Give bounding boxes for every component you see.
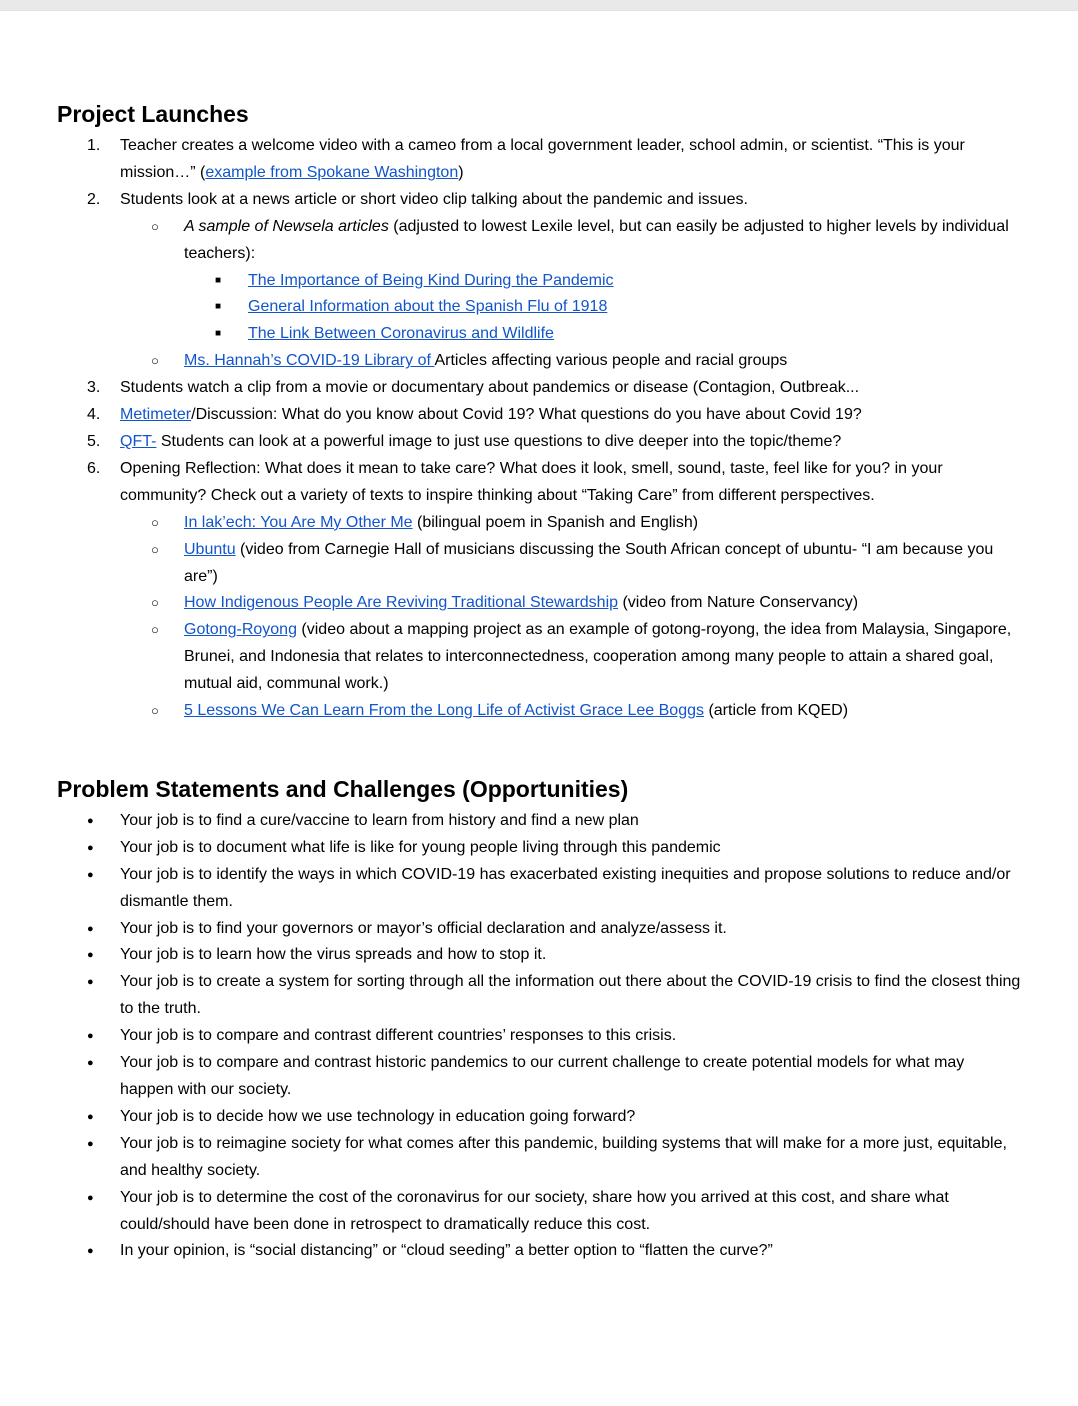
list-item-text	[120, 942, 1021, 969]
bullet-marker: ●	[87, 1057, 94, 1070]
text-run: Your job is to compare and contrast historic pandemics to our current challenge to create potential models for what may happen with our society.	[120, 1054, 965, 1098]
list-item	[57, 808, 1021, 835]
doc-link[interactable]: How Indigenous People Are Reviving Traditional Stewardship	[184, 594, 619, 612]
list-item-text	[184, 698, 1021, 725]
list-item-text	[184, 214, 1021, 268]
text-run: Students watch a clip from a movie or documentary about pandemics or disease (Contagion, Outbreak...	[120, 379, 860, 397]
document-content	[0, 11, 1078, 1305]
project-launches-list	[57, 133, 1021, 725]
text-run: (video from Carnegie Hall of musicians discussing the South African concept of ubuntu- “I am because you are”)	[184, 540, 994, 585]
list-item	[57, 510, 1021, 537]
list-item-text	[248, 268, 1021, 295]
doc-link[interactable]: The Importance of Being Kind During the Pandemic	[248, 271, 614, 289]
list-item	[57, 294, 1021, 321]
list-number: 1.	[87, 137, 101, 154]
bullet-marker: ●	[87, 868, 94, 881]
text-run: (article from KQED)	[704, 702, 849, 720]
list-item-text	[184, 537, 1021, 591]
list-item	[57, 1050, 1021, 1104]
text-run: Students can look at a powerful image to just use questions to dive deeper into the topic/theme?	[156, 432, 842, 450]
text-run: Your job is to document what life is like for young people living through this pandemic	[120, 838, 721, 856]
text-run: (bilingual poem in Spanish and English)	[412, 513, 699, 531]
list-item	[57, 537, 1021, 591]
list-item	[57, 456, 1021, 510]
doc-link[interactable]: Ms. Hannah’s COVID-19 Library of	[184, 352, 435, 370]
bullet-marker: ■	[215, 274, 222, 286]
list-item	[57, 1238, 1021, 1265]
bullet-marker: ○	[151, 541, 159, 557]
text-run: (video about a mapping project as an example of gotong-royong, the idea from Malaysia, Singapore, Brunei, and Indonesia that relates to interconnectedness, cooperation among many people to attain a shared goal, mutual aid, communal work.)	[184, 621, 1012, 693]
list-item-text	[184, 510, 1021, 537]
bullet-marker: ○	[151, 218, 159, 234]
list-item-text	[120, 1050, 1021, 1104]
bullet-marker: ○	[151, 595, 159, 611]
bullet-marker: ○	[151, 703, 159, 719]
list-item-text	[184, 348, 1021, 375]
bullet-marker: ○	[151, 622, 159, 638]
doc-link[interactable]: Gotong-Royong	[184, 621, 297, 639]
list-item	[57, 942, 1021, 969]
list-item	[57, 214, 1021, 268]
text-run: Your job is to reimagine society for what comes after this pandemic, building systems that will make for a more just, equitable, and healthy society.	[120, 1134, 1007, 1179]
list-item-text	[120, 1023, 1021, 1050]
list-item	[57, 321, 1021, 348]
bullet-marker: ●	[87, 1030, 94, 1043]
list-item	[57, 590, 1021, 617]
list-item-text	[120, 969, 1021, 1023]
list-item-text	[120, 1185, 1021, 1239]
list-item-text	[184, 590, 1021, 617]
doc-link[interactable]: QFT-	[120, 432, 157, 450]
list-item	[57, 916, 1021, 943]
list-item	[57, 698, 1021, 725]
doc-link[interactable]: In lak’ech: You Are My Other Me	[184, 513, 413, 531]
text-run: Students look at a news article or short video clip talking about the pandemic and issues.	[120, 190, 748, 208]
doc-link[interactable]: The Link Between Coronavirus and Wildlife	[248, 325, 554, 343]
list-item-text	[120, 1104, 1021, 1131]
list-item	[57, 969, 1021, 1023]
italic-text: A sample of Newsela articles	[184, 217, 389, 235]
list-number: 6.	[87, 459, 101, 477]
list-item	[57, 617, 1021, 698]
window-chrome-strip	[0, 0, 1078, 11]
text-run: )	[458, 163, 464, 181]
bullet-marker: ●	[87, 841, 94, 854]
section-project-launches	[57, 100, 1021, 725]
text-run: /Discussion: What do you know about Covid 19? What questions do you have about Covid 19?	[191, 406, 862, 424]
list-item-text	[120, 835, 1021, 862]
text-run: Teacher creates a welcome video with a cameo from a local government leader, school admin, or scientist. “This is your mission…” (	[120, 137, 965, 181]
list-item-text	[120, 429, 1021, 456]
list-number: 3.	[87, 379, 101, 397]
text-run: Your job is to find a cure/vaccine to learn from history and find a new plan	[120, 811, 639, 829]
section-problem-statements	[57, 775, 1021, 1265]
doc-link[interactable]: example from Spokane Washington	[205, 163, 459, 181]
list-number: 5.	[87, 432, 101, 450]
document-page	[0, 11, 1078, 1305]
section-heading: Project Launches	[57, 101, 249, 127]
text-run: In your opinion, is “social distancing” or “cloud seeding” a better option to “flatten the curve?”	[120, 1242, 773, 1260]
list-item-text	[248, 294, 1021, 321]
bullet-marker: ●	[87, 1110, 94, 1123]
list-item	[57, 375, 1021, 402]
list-item	[57, 1023, 1021, 1050]
list-item-text	[120, 1131, 1021, 1185]
list-item	[57, 348, 1021, 375]
list-item	[57, 862, 1021, 916]
bullet-marker: ●	[87, 922, 94, 935]
text-run: Opening Reflection: What does it mean to take care? What does it look, smell, sound, taste, feel like for you? in your community? Check out a variety of texts to inspire thinking about “Taking Care” from different perspectives.	[120, 459, 943, 504]
text-run: Your job is to create a system for sorting through all the information out there about the COVID-19 crisis to find the closest thing to the truth.	[120, 973, 1021, 1018]
doc-link[interactable]: General Information about the Spanish Flu of 1918	[248, 298, 608, 316]
doc-link[interactable]: 5 Lessons We Can Learn From the Long Life of Activist Grace Lee Boggs	[184, 702, 704, 720]
problem-statements-list	[57, 808, 1021, 1265]
list-item	[57, 187, 1021, 214]
bullet-marker: ■	[215, 301, 222, 313]
text-run: Your job is to compare and contrast different countries’ responses to this crisis.	[120, 1027, 677, 1045]
text-run: (adjusted to lowest Lexile level, but can easily be adjusted to higher levels by individual teachers):	[184, 217, 1009, 262]
list-item	[57, 268, 1021, 295]
bullet-marker: ●	[87, 814, 94, 827]
text-run: Your job is to find your governors or mayor’s official declaration and analyze/assess it.	[120, 919, 727, 937]
list-item	[57, 835, 1021, 862]
list-item-text	[120, 916, 1021, 943]
text-run: Your job is to determine the cost of the coronavirus for our society, share how you arrived at this cost, and share what could/should have been done in retrospect to dramatically reduce this cost.	[120, 1188, 949, 1233]
bullet-marker: ●	[87, 1191, 94, 1204]
list-item-text	[120, 862, 1021, 916]
list-item-text	[120, 133, 1021, 187]
bullet-marker: ●	[87, 949, 94, 962]
section-heading: Problem Statements and Challenges (Opportunities)	[57, 775, 629, 802]
list-item-text	[120, 402, 1021, 429]
list-item-text	[120, 1238, 1021, 1265]
text-run: Your job is to decide how we use technology in education going forward?	[120, 1107, 636, 1125]
list-item-text	[120, 375, 1021, 402]
doc-link[interactable]: Ubuntu	[184, 540, 236, 558]
list-item	[57, 1185, 1021, 1239]
text-run: Your job is to learn how the virus spreads and how to stop it.	[120, 946, 547, 964]
bullet-marker: ○	[151, 514, 159, 530]
bullet-marker: ●	[87, 1245, 94, 1258]
list-number: 4.	[87, 406, 101, 424]
bullet-marker: ■	[215, 328, 222, 340]
list-item-text	[248, 321, 1021, 348]
text-run: Articles affecting various people and racial groups	[434, 352, 788, 370]
list-item-text	[120, 808, 1021, 835]
list-item	[57, 133, 1021, 187]
list-item	[57, 429, 1021, 456]
text-run: (video from Nature Conservancy)	[618, 594, 859, 612]
list-item-text	[120, 187, 1021, 214]
text-run: Your job is to identify the ways in which COVID-19 has exacerbated existing inequities and propose solutions to reduce and/or dismantle them.	[120, 865, 1011, 910]
bullet-marker: ○	[151, 353, 159, 369]
bullet-marker: ●	[87, 976, 94, 989]
list-item	[57, 402, 1021, 429]
list-number: 2.	[87, 190, 101, 208]
list-item-text	[184, 617, 1021, 698]
list-item	[57, 1104, 1021, 1131]
bullet-marker: ●	[87, 1137, 94, 1150]
list-item	[57, 1131, 1021, 1185]
list-item-text	[120, 456, 1021, 510]
doc-link[interactable]: Metimeter	[120, 406, 192, 424]
